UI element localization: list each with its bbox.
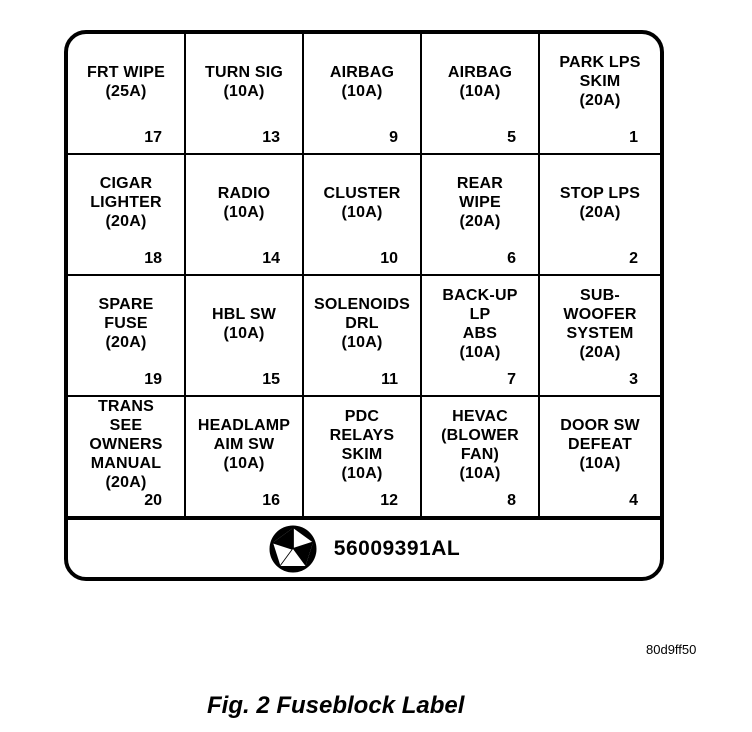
fuse-number: 20 [144, 492, 162, 509]
fuse-cell [68, 34, 186, 155]
fuse-name: PDC RELAYS SKIM (10A) [329, 407, 395, 482]
fuse-number: 3 [629, 371, 638, 388]
fuse-cell [186, 276, 304, 397]
fuse-cell [422, 397, 540, 518]
fuse-number: 5 [507, 129, 516, 146]
label-footer [68, 518, 660, 577]
figure-caption: Fig. 2 Fuseblock Label [207, 692, 465, 719]
fuse-number: 9 [389, 129, 398, 146]
fuse-number: 17 [144, 129, 162, 146]
fuse-cell [304, 34, 422, 155]
fuse-name: PARK LPS SKIM (20A) [559, 54, 641, 109]
fuse-name: RADIO (10A) [217, 184, 271, 221]
fuse-cell [186, 397, 304, 518]
fuse-number: 15 [262, 371, 280, 388]
part-number: 56009391AL [333, 536, 461, 560]
fuse-cell [68, 276, 186, 397]
fuse-number: 16 [262, 492, 280, 509]
fuse-cell [304, 155, 422, 276]
fuse-number: 18 [144, 250, 162, 267]
pentastar-icon [268, 524, 318, 574]
fuse-name: STOP LPS (20A) [559, 184, 641, 221]
fuse-number: 11 [381, 371, 398, 388]
fuse-number: 6 [507, 250, 516, 267]
fuse-name: SPARE FUSE (20A) [98, 296, 154, 351]
fuse-cell [540, 397, 660, 518]
fuse-name: REAR WIPE (20A) [456, 175, 504, 230]
fuse-name: CLUSTER (10A) [323, 184, 401, 221]
fuse-name: HEVAC (BLOWER FAN) (10A) [441, 407, 519, 482]
fuse-cell [540, 155, 660, 276]
fuse-name: HEADLAMP AIM SW (10A) [197, 417, 291, 472]
fuse-cell [422, 155, 540, 276]
fuse-cell [304, 276, 422, 397]
fuse-number: 4 [629, 492, 638, 509]
fuse-number: 12 [380, 492, 398, 509]
fuse-cell [422, 34, 540, 155]
fuse-number: 1 [629, 129, 638, 146]
fuse-number: 2 [629, 250, 638, 267]
image-id-text: 80d9ff50 [646, 642, 697, 657]
fuse-cell [540, 34, 660, 155]
fuse-cell [68, 397, 186, 518]
fuse-grid [68, 34, 660, 518]
fuse-name: FRT WIPE (25A) [86, 63, 166, 100]
fuseblock-label [64, 30, 664, 581]
fuse-cell [540, 276, 660, 397]
fuse-name: AIRBAG (10A) [329, 63, 395, 100]
fuse-name: CIGAR LIGHTER (20A) [90, 175, 162, 230]
fuse-name: TRANS SEE OWNERS MANUAL (20A) [89, 398, 163, 491]
fuse-number: 10 [380, 250, 398, 267]
fuse-name: DOOR SW DEFEAT (10A) [560, 417, 640, 472]
fuse-number: 13 [262, 129, 280, 146]
fuse-name: BACK-UP LP ABS (10A) [442, 286, 518, 361]
fuse-cell [304, 397, 422, 518]
fuse-cell [186, 34, 304, 155]
fuse-cell [422, 276, 540, 397]
fuse-name: AIRBAG (10A) [447, 63, 513, 100]
fuse-number: 14 [262, 250, 280, 267]
fuse-cell [186, 155, 304, 276]
fuse-name: TURN SIG (10A) [204, 63, 284, 100]
fuse-name: SOLENOIDS DRL (10A) [313, 296, 411, 351]
fuse-number: 8 [507, 492, 516, 509]
fuse-cell [68, 155, 186, 276]
fuse-name: SUB- WOOFER SYSTEM (20A) [563, 286, 637, 361]
fuse-number: 19 [144, 371, 162, 388]
fuse-name: HBL SW (10A) [211, 305, 276, 342]
fuse-number: 7 [507, 371, 516, 388]
